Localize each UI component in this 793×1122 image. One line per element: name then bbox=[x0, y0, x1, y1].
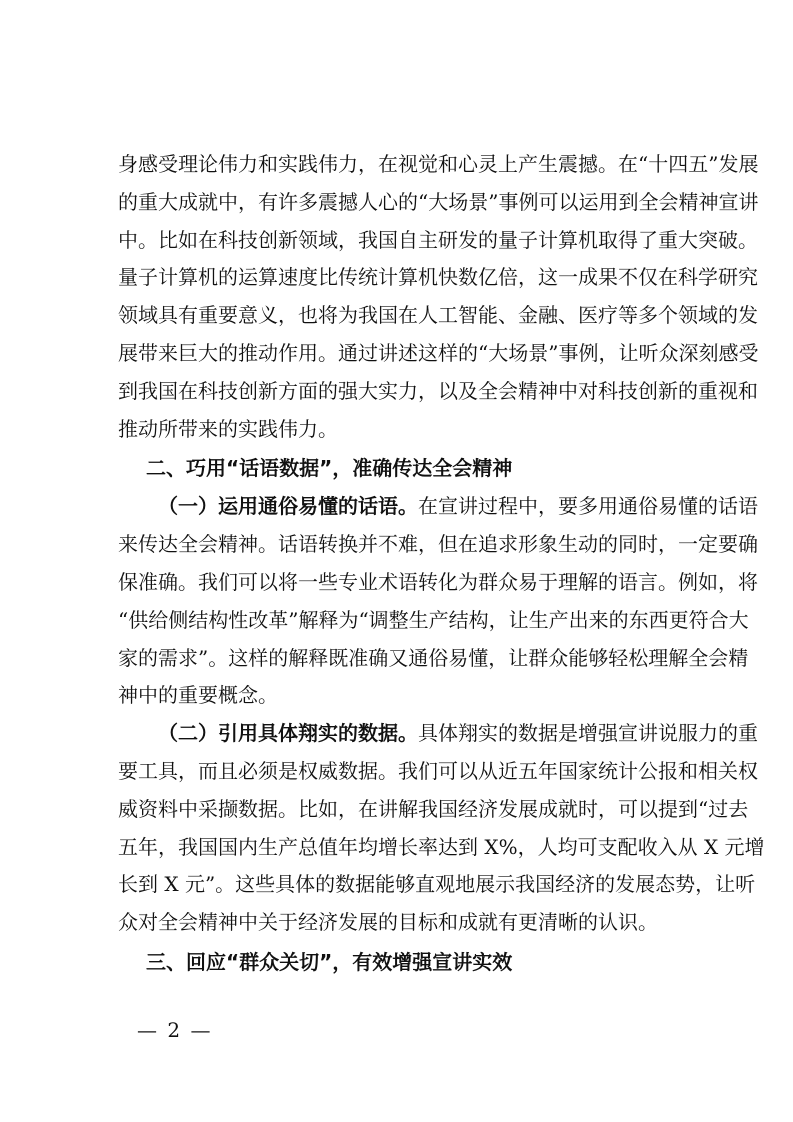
subsection-2-1 bbox=[118, 488, 758, 715]
text-span: 具体翔实的数据是增强宣讲说服力的重 bbox=[418, 721, 758, 746]
section-heading-3: 三、回应“群众关切”，有效增强宣讲实效 bbox=[146, 949, 513, 974]
text-line: 众对全会精神中关于经济发展的目标和成就有更清晰的认识。 bbox=[118, 910, 658, 935]
text-line bbox=[118, 715, 758, 753]
text-line: 到我国在科技创新方面的强大实力，以及全会精神中对科技创新的重视和 bbox=[118, 378, 758, 403]
text-line: 神中的重要概念。 bbox=[118, 683, 278, 708]
text-line: 家的需求”。这样的解释既准确又通俗易懂，让群众能够轻松理解全会精 bbox=[118, 645, 749, 670]
text-line: 身感受理论伟力和实践伟力，在视觉和心灵上产生震撼。在“十四五”发展 bbox=[118, 152, 759, 176]
subsection-lead: （二）引用具体翔实的数据。 bbox=[158, 721, 418, 746]
text-line: 长到 X 元”。这些具体的数据能够直观地展示我国经济的发展态势，让听 bbox=[118, 872, 756, 897]
text-line: 的重大成就中，有许多震撼人心的“大场景”事例可以运用到全会精神宣讲 bbox=[118, 189, 759, 214]
text-line: “供给侧结构性改革”解释为“调整生产结构，让生产出来的东西更符合大 bbox=[118, 607, 749, 632]
text-line: 要工具，而且必须是权威数据。我们可以从近五年国家统计公报和相关权 bbox=[118, 758, 758, 783]
text-line: 威资料中采撷数据。比如，在讲解我国经济发展成就时，可以提到“过去 bbox=[118, 796, 749, 821]
text-line: 展带来巨大的推动作用。通过讲述这样的“大场景”事例，让听众深刻感受 bbox=[118, 340, 759, 365]
text-line bbox=[118, 488, 758, 526]
page-number: — 2 — bbox=[137, 1018, 213, 1042]
text-line: 量子计算机的运算速度比传统计算机快数亿倍，这一成果不仅在科学研究 bbox=[118, 265, 758, 290]
text-span: 在宣讲过程中，要多用通俗易懂的话语 bbox=[418, 494, 758, 519]
subsection-2-2 bbox=[118, 715, 765, 942]
text-line: 来传达全会精神。话语转换并不难，但在追求形象生动的同时，一定要确 bbox=[118, 532, 758, 557]
paragraph-1 bbox=[118, 146, 759, 448]
document-body bbox=[118, 146, 765, 982]
section-heading-2: 二、巧用“话语数据”，准确传达全会精神 bbox=[146, 456, 513, 481]
text-line: 五年，我国国内生产总值年均增长率达到 X%，人均可支配收入从 X 元增 bbox=[118, 834, 765, 859]
text-line: 推动所带来的实践伟力。 bbox=[118, 416, 338, 441]
subsection-lead: （一）运用通俗易懂的话语。 bbox=[158, 494, 418, 519]
text-line: 领域具有重要意义，也将为我国在人工智能、金融、医疗等多个领域的发 bbox=[118, 303, 758, 328]
text-line: 中。比如在科技创新领域，我国自主研发的量子计算机取得了重大突破。 bbox=[118, 227, 758, 252]
text-line: 保准确。我们可以将一些专业术语转化为群众易于理解的语言。例如，将 bbox=[118, 569, 758, 594]
